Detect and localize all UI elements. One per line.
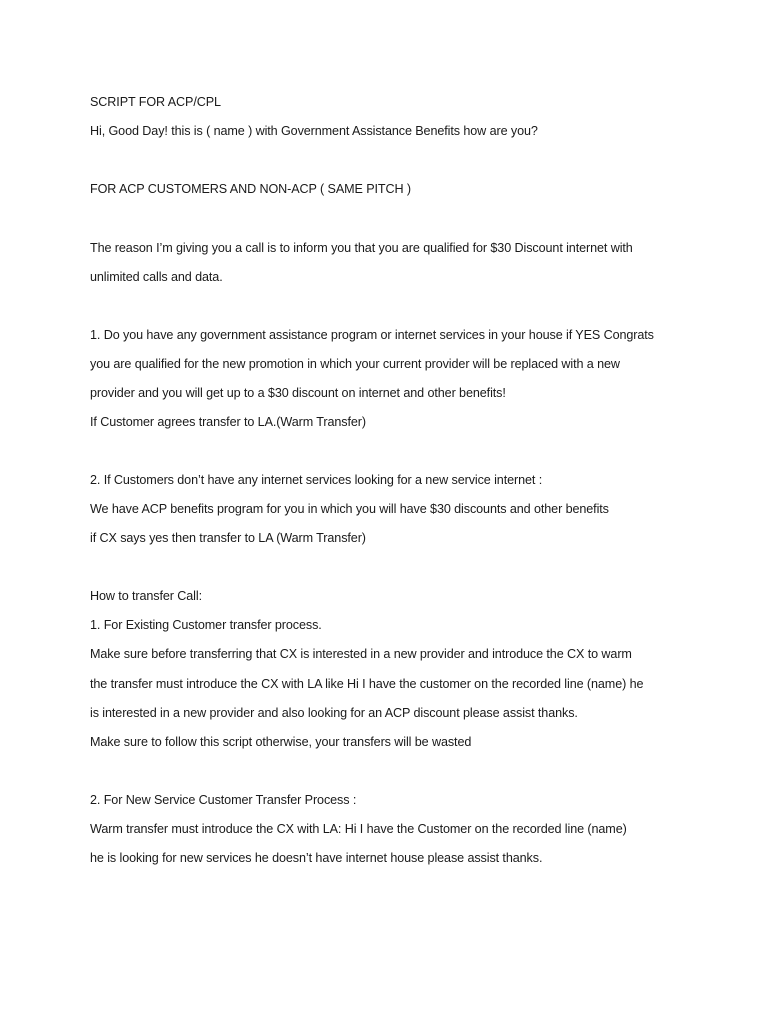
question-1-line-4: If Customer agrees transfer to LA.(Warm Transfer)	[90, 415, 366, 429]
new-service-line-1: Warm transfer must introduce the CX with LA: Hi I have the Customer on the recorded line (name)	[90, 822, 627, 836]
question-2-line-1: 2. If Customers don’t have any internet services looking for a new service internet :	[90, 473, 543, 487]
new-service-line-2: he is looking for new services he doesn’t have internet house please assist thanks.	[90, 851, 543, 865]
question-2-line-3: if CX says yes then transfer to LA (Warm Transfer)	[90, 531, 366, 545]
question-1-line-2: you are qualified for the new promotion in which your current provider will be replaced with a new	[90, 357, 620, 371]
existing-customer-line-3: is interested in a new provider and also looking for an ACP discount please assist thanks.	[90, 706, 578, 720]
reason-line-1: The reason I’m giving you a call is to inform you that you are qualified for $30 Discount internet with	[90, 241, 633, 255]
transfer-heading: How to transfer Call:	[90, 589, 202, 603]
reason-line-2: unlimited calls and data.	[90, 270, 223, 284]
greeting-line: Hi, Good Day! this is ( name ) with Government Assistance Benefits how are you?	[90, 124, 538, 138]
question-1-line-1: 1. Do you have any government assistance program or internet services in your house if YES Congrats	[90, 328, 654, 342]
existing-customer-line-4: Make sure to follow this script otherwise, your transfers will be wasted	[90, 735, 472, 749]
new-service-heading: 2. For New Service Customer Transfer Process :	[90, 793, 357, 807]
existing-customer-line-2: the transfer must introduce the CX with LA like Hi I have the customer on the recorded line (name) he	[90, 677, 644, 691]
question-2-line-2: We have ACP benefits program for you in which you will have $30 discounts and other benefits	[90, 502, 609, 516]
existing-customer-line-1: Make sure before transferring that CX is interested in a new provider and introduce the CX to warm	[90, 647, 632, 661]
document-title: SCRIPT FOR ACP/CPL	[90, 95, 221, 109]
question-1-line-3: provider and you will get up to a $30 discount on internet and other benefits!	[90, 386, 506, 400]
pitch-heading: FOR ACP CUSTOMERS AND NON-ACP ( SAME PITCH )	[90, 182, 411, 196]
existing-customer-heading: 1. For Existing Customer transfer process.	[90, 618, 322, 632]
